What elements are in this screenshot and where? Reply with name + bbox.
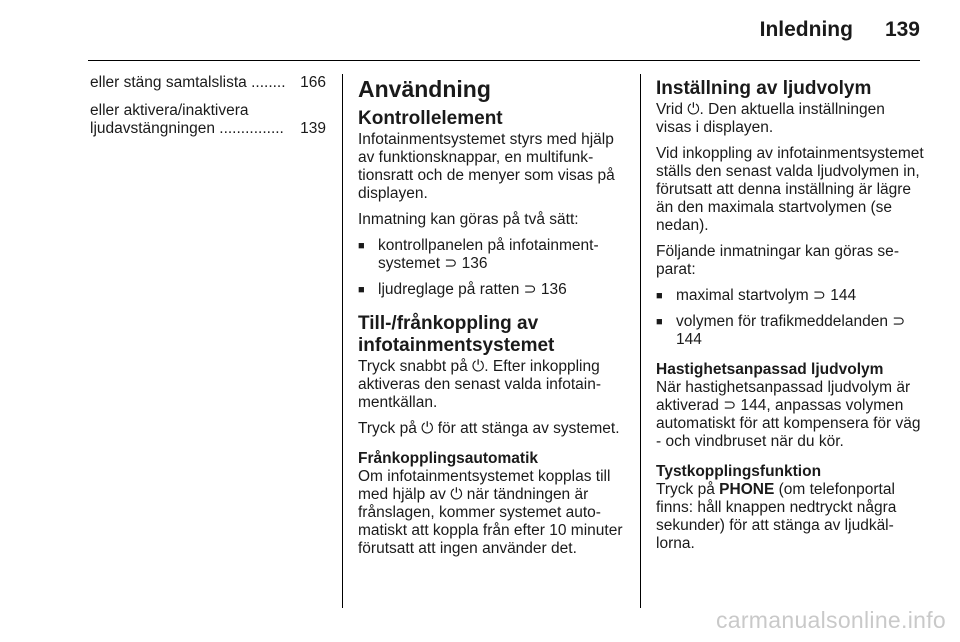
subsection-heading: Tystkopplingsfunktion	[656, 463, 822, 480]
list-item-text: volymen för trafikmeddelanden ⊃ 144	[676, 313, 906, 348]
paragraph: Vrid ⏻. Den aktuella inställningen visas i displayen.	[656, 101, 885, 136]
list-item-text: kontrollpanelen på infotainmentsystemet ⊃ 136	[378, 237, 599, 272]
square-bullet-icon: ■	[358, 284, 365, 296]
column-1	[90, 74, 326, 138]
paragraph: När hastighetsanpassad ljudvolym är aktiverad ⊃ 144, anpassas volymen automatiskt för att kompensera för väg - och vindbruset när du kör.	[656, 379, 921, 450]
paragraph: Följande inmatningar kan göras separat:	[656, 243, 899, 278]
paragraph: Om infotainmentsystemet kopplas till med hjälp av ⏻ när tändningen är frånslagen, kommer systemet automatiskt att koppla från efter 10 minuter förutsatt att ingen använder det.	[358, 468, 623, 557]
toc-entry-page: 166	[300, 74, 326, 91]
paragraph: Tryck på ⏻ för att stänga av systemet.	[358, 420, 620, 437]
watermark: carmanualsonline.info	[715, 607, 946, 633]
phone-key-label: PHONE	[719, 481, 775, 498]
column-divider-2	[640, 74, 641, 608]
square-bullet-icon: ■	[358, 240, 365, 252]
section-heading: Kontrollelement	[358, 108, 503, 129]
paragraph-text: (om telefonportal finns: håll knappen nedtryckt några sekunder) för att stänga av ljudkällorna.	[656, 481, 897, 552]
paragraph: Infotainmentsystemet styrs med hjälp av funktionsknappar, en multifunktionsratt och de menyer som visas på displayen.	[358, 131, 615, 202]
section-heading: Till-/frånkoppling av infotainmentsystemet	[358, 313, 555, 356]
list-item-text: maximal startvolym ⊃ 144	[676, 287, 857, 304]
subsection-heading: Hastighetsanpassad ljudvolym	[656, 361, 884, 378]
square-bullet-icon: ■	[656, 290, 663, 302]
section-heading: Inställning av ljudvolym	[656, 78, 872, 99]
toc-entry[interactable]	[90, 120, 326, 138]
toc-entry-page: 139	[300, 120, 326, 137]
list-item	[358, 281, 624, 299]
list-item	[656, 313, 924, 349]
paragraph: Vid inkoppling av infotainmentsystemet ställs den senast valda ljudvolymen in, förutsatt att denna inställning är lägre än den maximala startvolymen (se nedan).	[656, 145, 924, 234]
toc-entry-text: ljudavstängningen ...............	[90, 120, 284, 137]
column-2	[358, 74, 624, 566]
square-bullet-icon: ■	[656, 316, 663, 328]
toc-entry[interactable]	[90, 74, 326, 92]
paragraph	[656, 481, 924, 553]
column-divider-1	[342, 74, 343, 608]
list-item	[656, 287, 924, 305]
list-item	[358, 237, 624, 273]
toc-entry-text: eller stäng samtalslista ........	[90, 74, 286, 91]
page-number: 139	[884, 18, 920, 41]
toc-entry-line: eller aktivera/inaktivera	[90, 102, 249, 119]
paragraph-text: Tryck på	[656, 481, 720, 498]
header-rule	[88, 60, 920, 61]
list-item-text: ljudreglage på ratten ⊃ 136	[378, 281, 567, 298]
section-title: Inledning	[759, 18, 853, 41]
page-header	[760, 18, 920, 42]
paragraph: Inmatning kan göras på två sätt:	[358, 211, 579, 228]
column-3	[656, 74, 924, 561]
subsection-heading: Frånkopplingsautomatik	[358, 450, 538, 467]
paragraph: Tryck snabbt på ⏻. Efter inkoppling aktiveras den senast valda infotainmentkällan.	[358, 358, 601, 411]
chapter-heading: Användning	[358, 76, 491, 102]
